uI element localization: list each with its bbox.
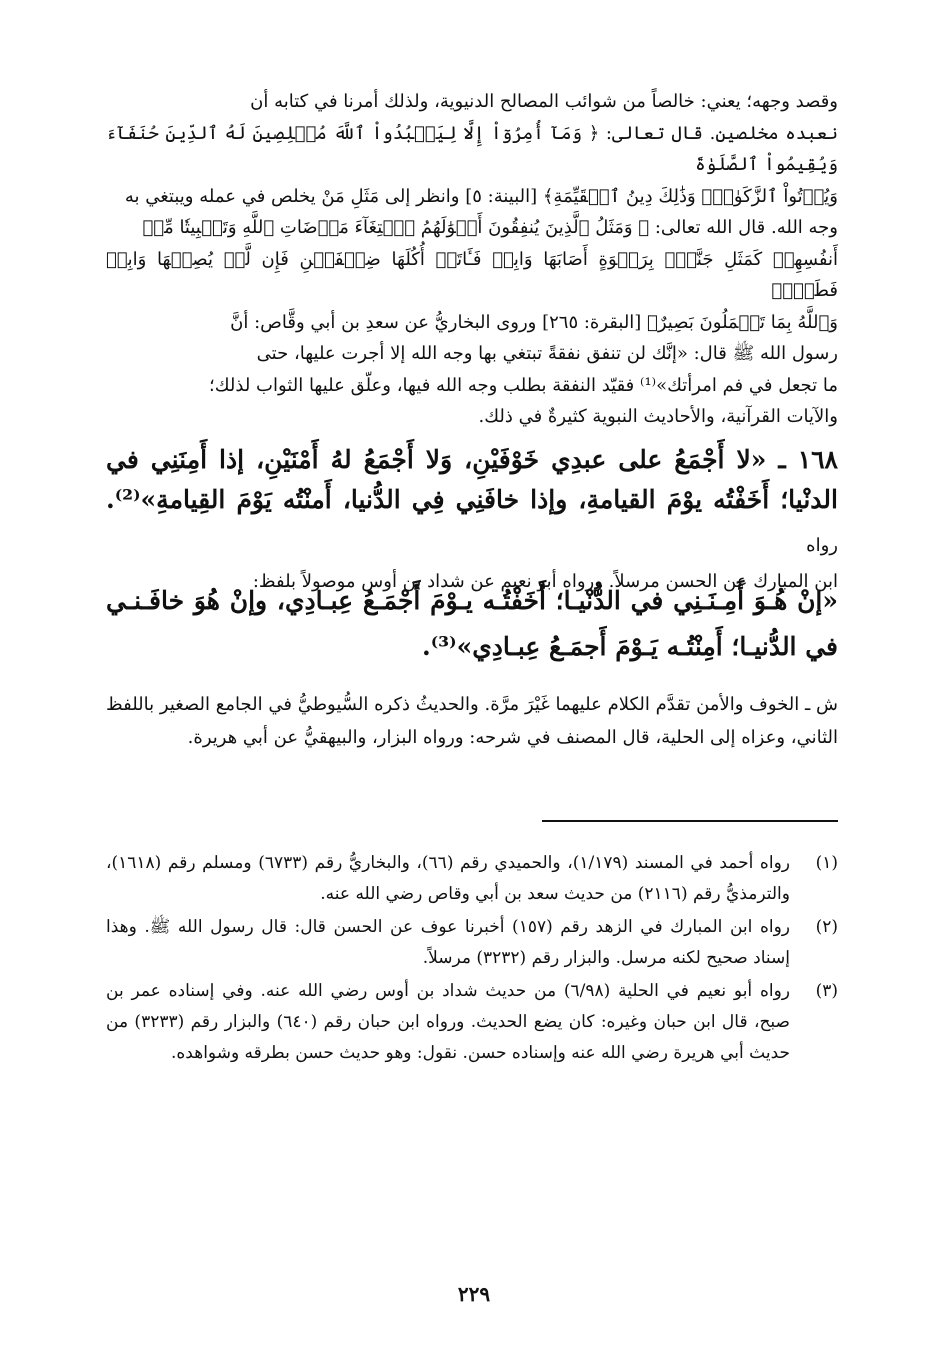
footnote-number: (٣) — [815, 981, 838, 1001]
sharh-paragraph: ش ـ الخوف والأمن تقدَّم الكلام عليهما غَيْرَ مرَّة. والحديثُ ذكره السُّيوطيُّ في الجامع الصغير باللفظ الثاني، وعزاه إلى الحلية، قال المصنف في شرحه: ورواه البزار، والبيهقيُّ عن أبي هريرة. — [106, 694, 838, 748]
footnote-text: رواه ابن المبارك في الزهد رقم (١٥٧) أخبرنا عوف عن الحسن قال: قال رسول الله ﷺ. وهذا إسناد صحيح لكنه مرسل. والبزار رقم (٣٢٣٢) مرسلاً. — [106, 917, 790, 968]
footnotes — [106, 848, 838, 1071]
intro-line: نعبده مخلصين. قال تعالى: ﴿ وَمَآ أُمِرُوٓاْ إِلَّا لِيَعۡبُدُواْ ٱللَّهَ مُخۡلِصِينَ لَهُ ٱلدِّينَ حُنَفَآءَ وَيُقِيمُواْ ٱلصَّلَوٰةَ — [106, 122, 838, 175]
footnote-1 — [106, 848, 838, 910]
intro-line: وَٱللَّهُ بِمَا تَعۡمَلُونَ بَصِيرٌ﴾ [البقرة: ٢٦٥] وروى البخاريُّ عن سعدِ بن أبي وقَّاص: أنَّ — [230, 311, 838, 333]
intro-line: ما تجعل في فم امرأتك»⁽¹⁾ فقيّد النفقة بطلب وجه الله فيها، وعلّق عليها الثواب لذلك؛ — [209, 374, 838, 396]
intro-line: والآيات القرآنية، والأحاديث النبوية كثيرةٌ في ذلك. — [478, 406, 838, 427]
footnote-number: (١) — [815, 853, 838, 873]
footnote-text: رواه أبو نعيم في الحلية (٦/٩٨) من حديث شداد بن أوس رضي الله عنه. وفي إسناده عمر بن صبح، قال ابن حبان وغيره: كان يضع الحديث. ورواه ابن حبان رقم (٦٤٠) والبزار رقم (٣٢٣٣) من حديث أبي هريرة رضي الله عنه وإسناده حسن. نقول: وهو حديث حسن بطرقه وشواهده. — [106, 981, 791, 1063]
hadith-168-source: ابن المبارك عن الحسن مرسلاً. ورواه أبو نعيم عن شداد بن أوس موصولاً بلفظ: — [252, 571, 838, 592]
footnote-divider — [542, 820, 838, 822]
page-number: ٢٢٩ — [457, 1282, 491, 1306]
intro-line: وَيُؤۡتُواْ ٱلزَّكَوٰةَۚ وَذَٰلِكَ دِينُ ٱلۡقَيِّمَةِ﴾ [البينة: ٥] وانظر إلى مَثَلِ مَنْ يخلص في عمله ويبتغي به — [124, 185, 838, 207]
intro-line: وجه الله. قال الله تعالى: ﴿ وَمَثَلُ ٱلَّذِينَ يُنفِقُونَ أَمۡوَٰلَهُمُ ٱبۡتِغَآءَ مَرۡضَاتِ ٱللَّهِ وَتَثۡبِيتٗا مِّنۡ — [142, 217, 838, 238]
footnote-text: رواه أحمد في المسند (١/١٧٩)، والحميدي رقم (٦٦)، والبخاريُّ رقم (٦٧٣٣) ومسلم رقم (١٦١٨)، والترمذيُّ رقم (٢١١٦) من حديث سعد بن أبي وقاص رضي الله عنه. — [106, 853, 790, 904]
intro-line: أَنفُسِهِمۡ كَمَثَلِ جَنَّةِۭ بِرَبۡوَةٍ أَصَابَهَا وَابِلٞ فَـَٔاتَتۡ أُكُلَهَا ضِعۡفَيۡنِ فَإِن لَّمۡ يُصِبۡهَا وَابِلٞ فَطَلّٞۗ — [106, 248, 838, 301]
footnote-3 — [106, 976, 838, 1069]
footnote-number: (٢) — [815, 917, 838, 937]
intro-paragraph — [106, 86, 838, 433]
intro-line: رسول الله ﷺ قال: «إنَّك لن تنفق نفقةً تبتغي بها وجه الله إلا أجرت عليها، حتى — [256, 343, 838, 364]
footnote-2 — [106, 912, 838, 974]
hadith-168 — [106, 440, 838, 597]
hadith-168-tail: رواه — [806, 535, 838, 556]
hadith-168-text: ١٦٨ ـ «لا أَجْمَعُ على عبدِي خَوْفَيْنِ، وَلا أَجْمَعُ لهُ أَمْنَيْنِ، إذا أَمِنَنِي في الدنْيا؛ أَخَفْتُه يوْمَ القيامةِ، وإذا خافَنِي فِي الدُّنيا، أَمنْتُه يَوْمَ القِيامةِ»⁽²⁾. — [106, 445, 838, 514]
hadith-variant: «إنْ هُـوَ أَمِـنَـنِي في الدُّنْيـا؛ أَخَفْتُـه يـوْمَ أَجْمَـعُ عِبـادِي، وإنْ هُوَ خافَـنـي في الدُّنيـا؛ أَمِنْتُـه يَـوْمَ أَجمَـعُ عِبـادِي»⁽³⁾. — [106, 586, 838, 661]
intro-line: وقصد وجهه؛ يعني: خالصاً من شوائب المصالح الدنيوية، ولذلك أمرنا في كتابه أن — [250, 91, 838, 112]
